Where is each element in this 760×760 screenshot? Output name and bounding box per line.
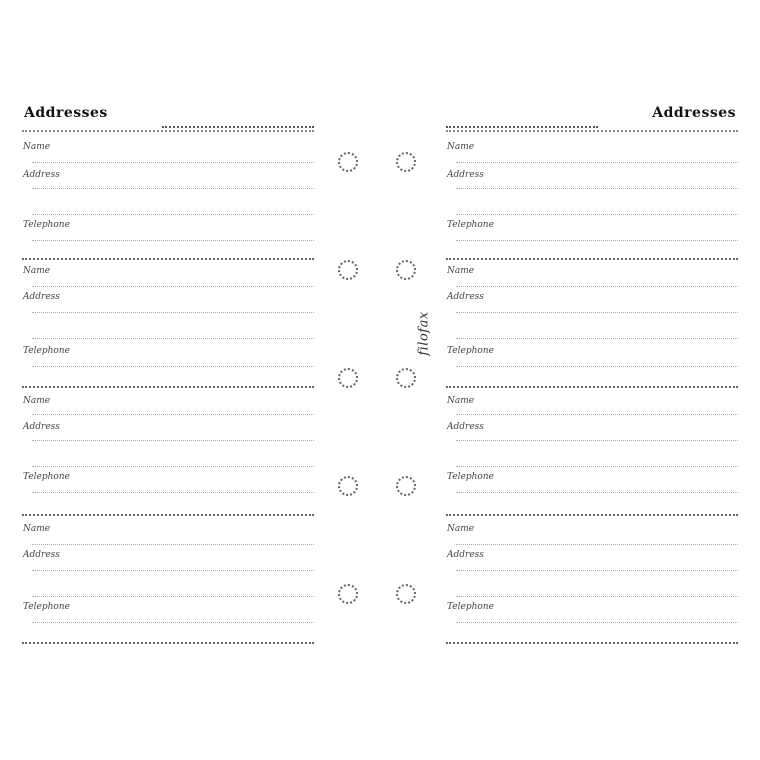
telephone-label: Telephone	[23, 220, 70, 230]
punch-hole-icon	[396, 152, 416, 172]
punch-hole-icon	[338, 368, 358, 388]
name-label: Name	[23, 396, 51, 406]
telephone-label: Telephone	[23, 602, 70, 612]
name-line[interactable]	[456, 544, 738, 545]
address-label: Address	[447, 292, 484, 302]
address-line[interactable]	[456, 188, 738, 189]
address-line[interactable]	[456, 312, 738, 313]
address-label: Address	[23, 170, 60, 180]
left-title-row	[22, 104, 314, 126]
telephone-label: Telephone	[23, 346, 70, 356]
name-line[interactable]	[32, 544, 314, 545]
brand-label: filofax	[416, 311, 432, 356]
address-line[interactable]	[32, 188, 314, 189]
telephone-label: Telephone	[447, 346, 494, 356]
address-line[interactable]	[456, 440, 738, 441]
address-label: Address	[447, 170, 484, 180]
address-line[interactable]	[32, 440, 314, 441]
address-entry	[22, 132, 314, 260]
telephone-label: Telephone	[23, 472, 70, 482]
address-line[interactable]	[32, 312, 314, 313]
name-label: Name	[447, 396, 475, 406]
telephone-label: Telephone	[447, 220, 494, 230]
telephone-line[interactable]	[32, 622, 314, 623]
name-label: Name	[23, 266, 51, 276]
right-page-title: Addresses	[652, 105, 736, 121]
punch-hole-icon	[396, 260, 416, 280]
name-label: Name	[447, 142, 475, 152]
name-label: Name	[23, 524, 51, 534]
left-title-rule	[162, 120, 314, 128]
punch-hole-icon	[396, 476, 416, 496]
name-line[interactable]	[32, 286, 314, 287]
address-line[interactable]	[456, 466, 738, 467]
address-entry	[446, 516, 738, 644]
telephone-label: Telephone	[447, 472, 494, 482]
telephone-line[interactable]	[456, 240, 738, 241]
left-page-title: Addresses	[24, 105, 108, 121]
address-label: Address	[23, 422, 60, 432]
punch-hole-icon	[396, 368, 416, 388]
right-title-row	[446, 104, 738, 126]
address-line[interactable]	[456, 214, 738, 215]
address-entry	[22, 260, 314, 388]
address-line[interactable]	[32, 338, 314, 339]
address-line[interactable]	[32, 214, 314, 215]
punch-hole-icon	[338, 584, 358, 604]
address-label: Address	[447, 550, 484, 560]
address-line[interactable]	[32, 570, 314, 571]
telephone-line[interactable]	[32, 366, 314, 367]
punch-hole-icon	[338, 476, 358, 496]
address-line[interactable]	[456, 596, 738, 597]
punch-hole-icon	[338, 260, 358, 280]
address-entry	[22, 516, 314, 644]
address-entry	[446, 132, 738, 260]
telephone-line[interactable]	[456, 622, 738, 623]
name-line[interactable]	[456, 286, 738, 287]
name-label: Name	[447, 266, 475, 276]
address-line[interactable]	[456, 570, 738, 571]
right-address-page	[446, 104, 738, 644]
address-line[interactable]	[32, 466, 314, 467]
name-label: Name	[23, 142, 51, 152]
address-line[interactable]	[32, 596, 314, 597]
right-title-rule	[446, 120, 598, 128]
address-line[interactable]	[456, 338, 738, 339]
binder-holes	[334, 140, 424, 620]
address-entry	[22, 388, 314, 516]
telephone-line[interactable]	[32, 240, 314, 241]
name-label: Name	[447, 524, 475, 534]
address-label: Address	[23, 550, 60, 560]
name-line[interactable]	[456, 414, 738, 415]
address-label: Address	[447, 422, 484, 432]
punch-hole-icon	[338, 152, 358, 172]
address-entry	[446, 260, 738, 388]
telephone-line[interactable]	[456, 366, 738, 367]
address-label: Address	[23, 292, 60, 302]
entry-divider	[446, 642, 738, 644]
punch-hole-icon	[396, 584, 416, 604]
name-line[interactable]	[456, 162, 738, 163]
name-line[interactable]	[32, 414, 314, 415]
entry-divider	[22, 642, 314, 644]
telephone-line[interactable]	[456, 492, 738, 493]
telephone-label: Telephone	[447, 602, 494, 612]
name-line[interactable]	[32, 162, 314, 163]
telephone-line[interactable]	[32, 492, 314, 493]
left-address-page	[22, 104, 314, 644]
address-entry	[446, 388, 738, 516]
